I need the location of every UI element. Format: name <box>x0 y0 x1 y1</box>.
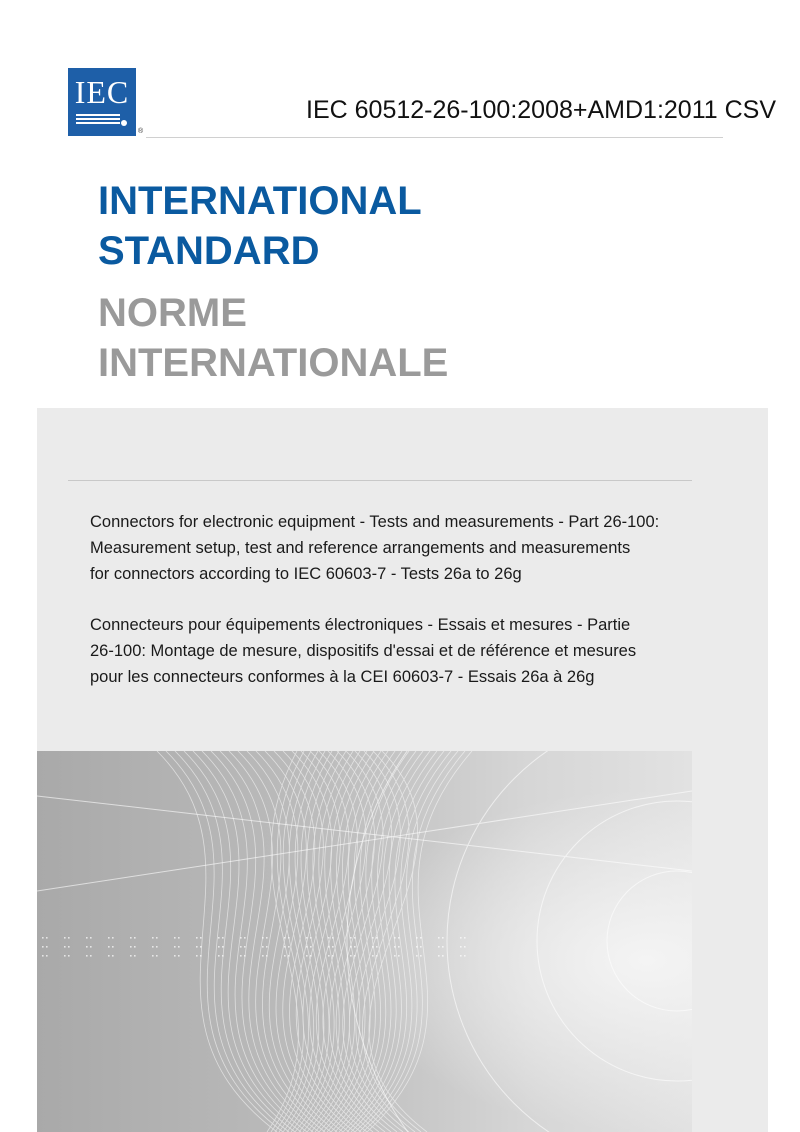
description-french <box>90 612 700 690</box>
desc-en-line: Measurement setup, test and reference arrangements and measurements <box>90 539 631 557</box>
registered-mark: ® <box>138 128 144 135</box>
cover-artwork <box>37 751 692 1132</box>
title-fr-line1: NORME <box>98 291 247 335</box>
header-divider <box>146 137 723 138</box>
title-french <box>98 288 448 388</box>
iec-logo <box>68 68 136 136</box>
title-english <box>98 176 422 276</box>
desc-fr-line: pour les connecteurs conformes à la CEI 60603-7 - Essais 26a à 26g <box>90 668 595 686</box>
desc-en-line: for connectors according to IEC 60603-7 - Tests 26a to 26g <box>90 565 522 583</box>
desc-fr-line: 26-100: Montage de mesure, dispositifs d'essai et de référence et mesures <box>90 642 637 660</box>
title-en-line2: STANDARD <box>98 229 320 273</box>
desc-en-line: Connectors for electronic equipment - Tests and measurements - Part 26-100: <box>90 513 660 531</box>
document-id: IEC 60512-26-100:2008+AMD1:2011 CSV <box>306 96 776 124</box>
title-en-line1: INTERNATIONAL <box>98 179 422 223</box>
panel-divider <box>68 480 692 481</box>
description-english <box>90 509 700 587</box>
title-fr-line2: INTERNATIONALE <box>98 341 449 385</box>
logo-lines-icon <box>76 114 128 128</box>
logo-text: IEC <box>74 74 130 110</box>
desc-fr-line: Connecteurs pour équipements électroniques - Essais et mesures - Partie <box>90 616 631 634</box>
